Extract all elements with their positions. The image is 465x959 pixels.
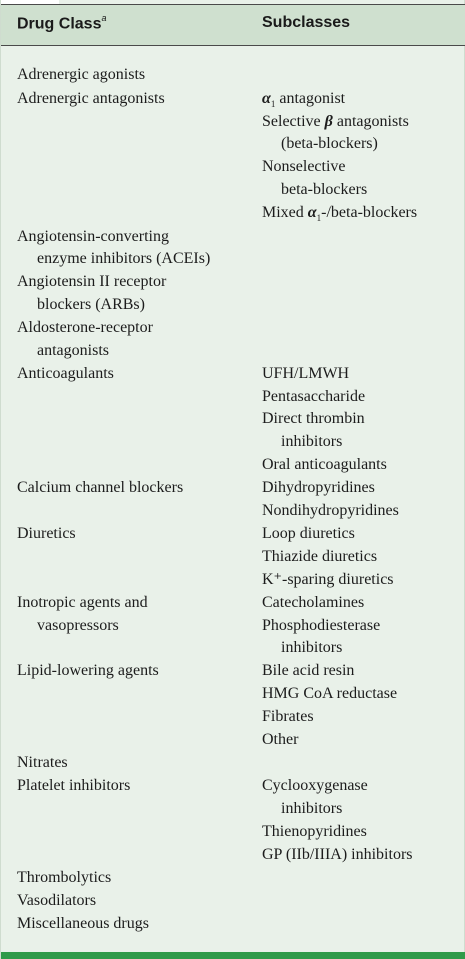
sub-nonselective-cont: beta-blockers <box>281 181 368 198</box>
sub-bile-acid-resin: Bile acid resin <box>262 662 355 679</box>
row-aldosterone-cont: antagonists <box>37 342 109 359</box>
sub-k-sparing-diuretics: K⁺-sparing diuretics <box>262 571 394 588</box>
row-inotropic-cont: vasopressors <box>37 617 119 634</box>
sub-other: Other <box>262 731 299 748</box>
sub-cyclooxygenase: Cyclooxygenase <box>262 777 368 794</box>
sub-alpha1-antagonist: $\alpha_1$ antagonist <box>262 90 346 110</box>
alpha-symbol: $\alpha_1$ <box>307 204 322 224</box>
alpha-symbol: $\alpha_1$ <box>262 90 276 110</box>
sub-hmg-coa: HMG CoA reductase <box>262 685 398 702</box>
sub-cyclooxygenase-cont: inhibitors <box>281 800 343 817</box>
beta-symbol: β <box>324 113 333 130</box>
row-aldosterone: Aldosterone-receptor <box>17 319 153 336</box>
table-header <box>1 4 465 46</box>
sub-nondihydropyridines: Nondihydropyridines <box>262 502 399 519</box>
row-acei-cont: enzyme inhibitors (ACEIs) <box>37 250 211 267</box>
row-platelet-inhibitors: Platelet inhibitors <box>17 777 131 794</box>
row-arb-cont: blockers (ARBs) <box>37 296 145 313</box>
sub-selective-beta: Selective β antagonists <box>262 113 409 130</box>
row-adrenergic-antagonists: Adrenergic antagonists <box>17 90 165 107</box>
header-subclasses: Subclasses <box>262 14 351 31</box>
sub-oral-anticoagulants: Oral anticoagulants <box>262 456 387 473</box>
sub-catecholamines: Catecholamines <box>262 594 365 611</box>
sub-mixed-blockers: Mixed $\alpha_1-/beta$-blockers <box>262 204 418 224</box>
header-drug-class: Drug Class$^a$ <box>17 13 107 33</box>
row-acei: Angiotensin-converting <box>17 228 169 245</box>
sub-phosphodiesterase-cont: inhibitors <box>281 639 343 656</box>
sub-thienopyridines: Thienopyridines <box>262 823 367 840</box>
footnote-marker: a <box>101 13 107 23</box>
row-inotropic: Inotropic agents and <box>17 594 148 611</box>
row-vasodilators: Vasodilators <box>17 892 97 909</box>
row-anticoagulants: Anticoagulants <box>17 365 114 382</box>
sub-dihydropyridines: Dihydropyridines <box>262 479 375 496</box>
sub-selective-beta-cont: (beta-blockers) <box>281 135 378 152</box>
sub-pentasaccharide: Pentasaccharide <box>262 388 366 405</box>
row-arb: Angiotensin II receptor <box>17 273 167 290</box>
sub-nonselective: Nonselective <box>262 158 346 175</box>
sub-ufh-lmwh: UFH/LMWH <box>262 365 350 382</box>
sub-phosphodiesterase: Phosphodiesterase <box>262 617 381 634</box>
row-lipid-lowering: Lipid-lowering agents <box>17 662 159 679</box>
row-diuretics: Diuretics <box>17 525 76 542</box>
sub-direct-thrombin: Direct thrombin <box>262 410 365 427</box>
row-miscellaneous: Miscellaneous drugs <box>17 915 149 932</box>
sub-thiazide-diuretics: Thiazide diuretics <box>262 548 378 565</box>
bottom-rule <box>1 952 465 959</box>
sub-fibrates: Fibrates <box>262 708 314 725</box>
row-nitrates: Nitrates <box>17 754 68 771</box>
row-adrenergic-agonists: Adrenergic agonists <box>17 66 146 83</box>
sub-direct-thrombin-cont: inhibitors <box>281 433 343 450</box>
sub-gp-inhibitors: GP (IIb/IIIA) inhibitors <box>262 846 413 863</box>
row-thrombolytics: Thrombolytics <box>17 869 112 886</box>
sub-loop-diuretics: Loop diuretics <box>262 525 355 542</box>
row-calcium-channel-blockers: Calcium channel blockers <box>17 479 184 496</box>
